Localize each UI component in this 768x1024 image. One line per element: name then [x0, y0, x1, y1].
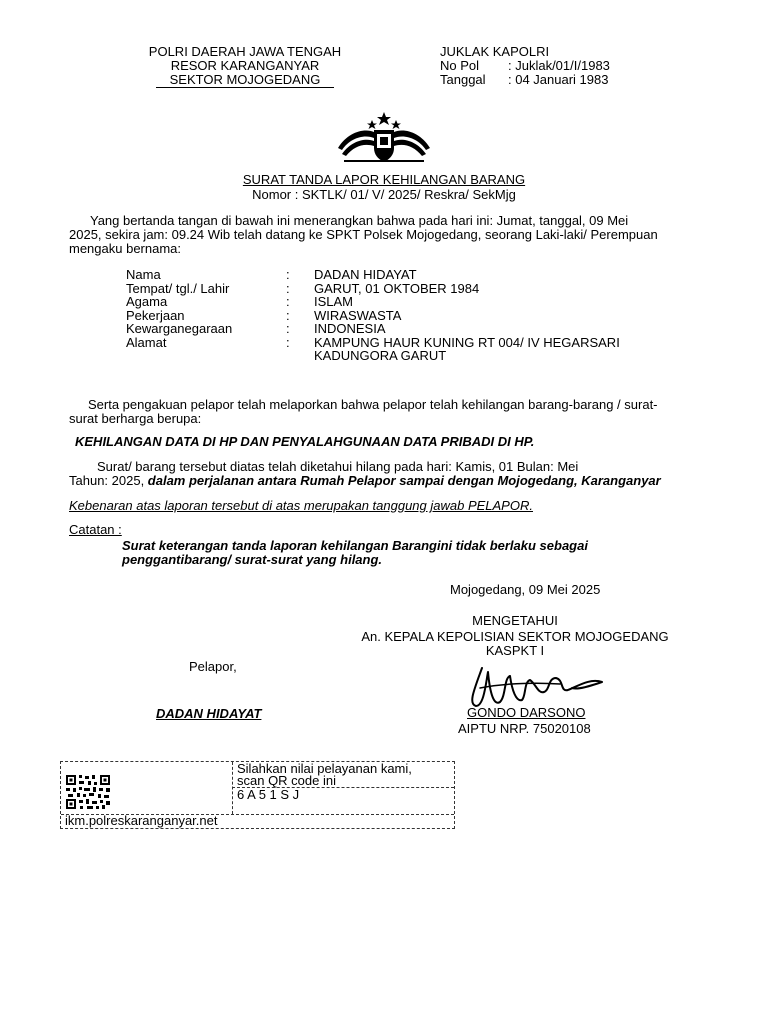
identity-sep: : — [286, 280, 290, 296]
officer-nrp: AIPTU NRP. 75020108 — [458, 721, 591, 736]
diketahui-italic: dalam perjalanan antara Rumah Pelapor sampai dengan Mojogedang, Karanganyar — [147, 473, 661, 488]
qr-url-link[interactable]: ikm.polreskaranganyar.net — [65, 813, 218, 828]
document-number: Nomor : SKTLK/ 01/ V/ 2025/ Reskra/ SekMjg — [252, 187, 516, 202]
pengakuan-line-2: surat berharga berupa: — [69, 411, 202, 426]
diketahui-line-2 — [69, 474, 661, 488]
identity-row — [126, 282, 674, 296]
diketahui-plain: Tahun: 2025, — [69, 473, 148, 488]
pengakuan-line-1: Serta pengakuan pelapor telah melaporkan bahwa pelapor telah kehilangan barang-barang / surat- — [88, 397, 658, 412]
lost-item: KEHILANGAN DATA DI HP DAN PENYALAHGUNAAN DATA PRIBADI DI HP. — [75, 434, 535, 449]
header-ref-row — [440, 59, 610, 73]
identity-label: Nama — [126, 267, 161, 282]
identity-sep: : — [286, 334, 290, 350]
qr-instruction-line-2: scan QR code ini — [237, 773, 336, 788]
kebenaran-statement: Kebenaran atas laporan tersebut di atas merupakan tanggung jawab PELAPOR. — [69, 498, 533, 513]
identity-sep: : — [286, 307, 290, 323]
identity-label: Tempat/ tgl./ Lahir — [126, 280, 230, 296]
identity-value: ISLAM — [314, 294, 354, 309]
diketahui-line-1: Surat/ barang tersebut diatas telah diketahui hilang pada hari: Kamis, 01 Bulan: Mei — [97, 459, 579, 474]
qr-instruction-line-1: Silahkan nilai pelayanan kami, — [237, 761, 412, 776]
identity-row — [126, 309, 674, 323]
catatan-line-2: penggantibarang/ surat-surat yang hilang. — [122, 552, 383, 567]
intro-line-2: 2025, sekira jam: 09.24 Wib telah datang ke SPKT Polsek Mojogedang, seorang Laki-laki/ Perempuan — [69, 227, 658, 242]
pelapor-label: Pelapor, — [189, 659, 237, 674]
identity-value: WIRASWASTA — [314, 307, 402, 323]
catatan-label: Catatan : — [69, 522, 122, 537]
header-line-2: RESOR KARANGANYAR — [170, 58, 320, 73]
document-title: SURAT TANDA LAPOR KEHILANGAN BARANG — [242, 172, 526, 187]
ref-value: : Juklak/01/I/1983 — [508, 58, 610, 73]
identity-sep: : — [286, 294, 290, 309]
place-date: Mojogedang, 09 Mei 2025 — [450, 582, 601, 597]
qr-code-icon[interactable] — [65, 774, 111, 810]
identity-label: Pekerjaan — [126, 307, 185, 323]
pelapor-name: DADAN HIDAYAT — [156, 706, 262, 721]
identity-label — [126, 349, 286, 363]
catatan-line-1: Surat keterangan tanda laporan kehilangan Barangini tidak berlaku sebagai — [122, 538, 588, 553]
intro-line-1: Yang bertanda tangan di bawah ini menerangkan bahwa pada hari ini: Jumat, tanggal, 09 Mei — [90, 213, 629, 228]
header-institution — [130, 45, 360, 88]
mengetahui-position: KASPKT I — [485, 643, 545, 658]
identity-value: KADUNGORA GARUT — [314, 348, 447, 363]
ref-label: Tanggal — [440, 72, 486, 87]
juklak-title: JUKLAK KAPOLRI — [440, 44, 550, 59]
officer-name: GONDO DARSONO — [467, 705, 586, 720]
ref-value: : 04 Januari 1983 — [508, 72, 609, 87]
identity-row — [126, 336, 674, 350]
identity-label: Agama — [126, 294, 168, 309]
identity-label: Alamat — [126, 334, 167, 350]
identity-sep: : — [286, 267, 290, 282]
identity-value: DADAN HIDAYAT — [314, 267, 417, 282]
header-reference — [440, 45, 610, 87]
identity-table — [126, 268, 674, 363]
identity-row — [126, 322, 674, 336]
ref-label: No Pol — [440, 58, 480, 73]
mengetahui-label: MENGETAHUI — [472, 613, 558, 628]
identity-row — [126, 295, 674, 309]
police-emblem-icon — [336, 110, 432, 164]
identity-row — [126, 349, 674, 363]
header-line-3: SEKTOR MOJOGEDANG — [156, 73, 335, 88]
qr-feedback-box — [60, 761, 455, 829]
identity-value: GARUT, 01 OKTOBER 1984 — [314, 280, 480, 296]
identity-value: INDONESIA — [314, 321, 386, 336]
identity-sep: : — [286, 321, 290, 336]
identity-label: Kewarganegaraan — [126, 321, 233, 336]
mengetahui-office: An. KEPALA KEPOLISIAN SEKTOR MOJOGEDANG — [361, 629, 669, 644]
identity-value: KAMPUNG HAUR KUNING RT 004/ IV HEGARSARI — [314, 334, 620, 350]
header-ref-row — [440, 73, 610, 87]
identity-row — [126, 268, 674, 282]
intro-line-3: mengaku bernama: — [69, 241, 182, 256]
header-line-1: POLRI DAERAH JAWA TENGAH — [148, 44, 342, 59]
qr-code-text: 6 A 5 1 S J — [237, 787, 300, 802]
identity-sep — [286, 349, 314, 363]
